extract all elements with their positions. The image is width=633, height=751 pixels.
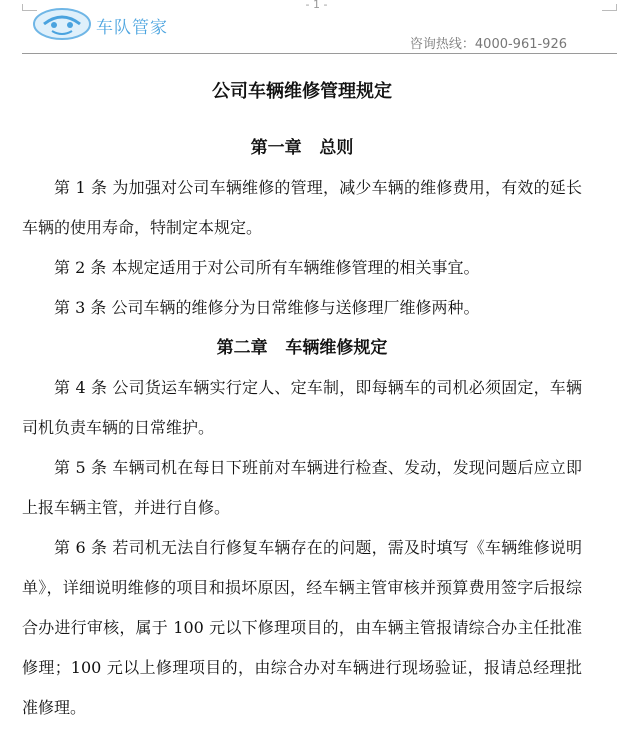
article-paragraph: 第 6 条 若司机无法自行修复车辆存在的问题，需及时填写《车辆维修说明单》，详细说明维修的项目和损坏原因，经车辆主管审核并预算费用签字后报综合办进行审核，属于 100 元以下修理项目的，由车辆主管报请综合办主任批准修理；100 元以上修理项目的，由综合办对车辆进行现场验证，报请总经理批准修理。 bbox=[22, 538, 582, 717]
page-number-marker: - 1 - bbox=[305, 0, 328, 11]
header-divider bbox=[22, 53, 617, 54]
hotline-text: 咨询热线：4000-961-926 bbox=[409, 37, 567, 52]
brand-name: 车队管家 bbox=[96, 18, 168, 38]
car-logo-icon bbox=[32, 6, 92, 42]
article-paragraph: 第 4 条 公司货运车辆实行定人、定车制，即每辆车的司机必须固定，车辆司机负责车辆的日常维护。 bbox=[22, 378, 582, 437]
article-paragraph: 第 5 条 车辆司机在每日下班前对车辆进行检查、发动，发现问题后应立即上报车辆主管，并进行自修。 bbox=[22, 458, 582, 517]
article-paragraph: 第 2 条 本规定适用于对公司所有车辆维修管理的相关事宜。 bbox=[54, 258, 480, 277]
article-paragraph: 第 1 条 为加强对公司车辆维修的管理，减少车辆的维修费用，有效的延长车辆的使用寿命，特制定本规定。 bbox=[22, 178, 582, 237]
page-header bbox=[0, 0, 633, 56]
document-title: 公司车辆维修管理规定 bbox=[212, 81, 392, 102]
chapter-heading: 第一章 总则 bbox=[250, 138, 354, 158]
chapter-heading: 第二章 车辆维修规定 bbox=[216, 338, 388, 358]
document-body bbox=[22, 74, 582, 728]
article-paragraph: 第 3 条 公司车辆的维修分为日常维修与送修理厂维修两种。 bbox=[54, 298, 480, 317]
